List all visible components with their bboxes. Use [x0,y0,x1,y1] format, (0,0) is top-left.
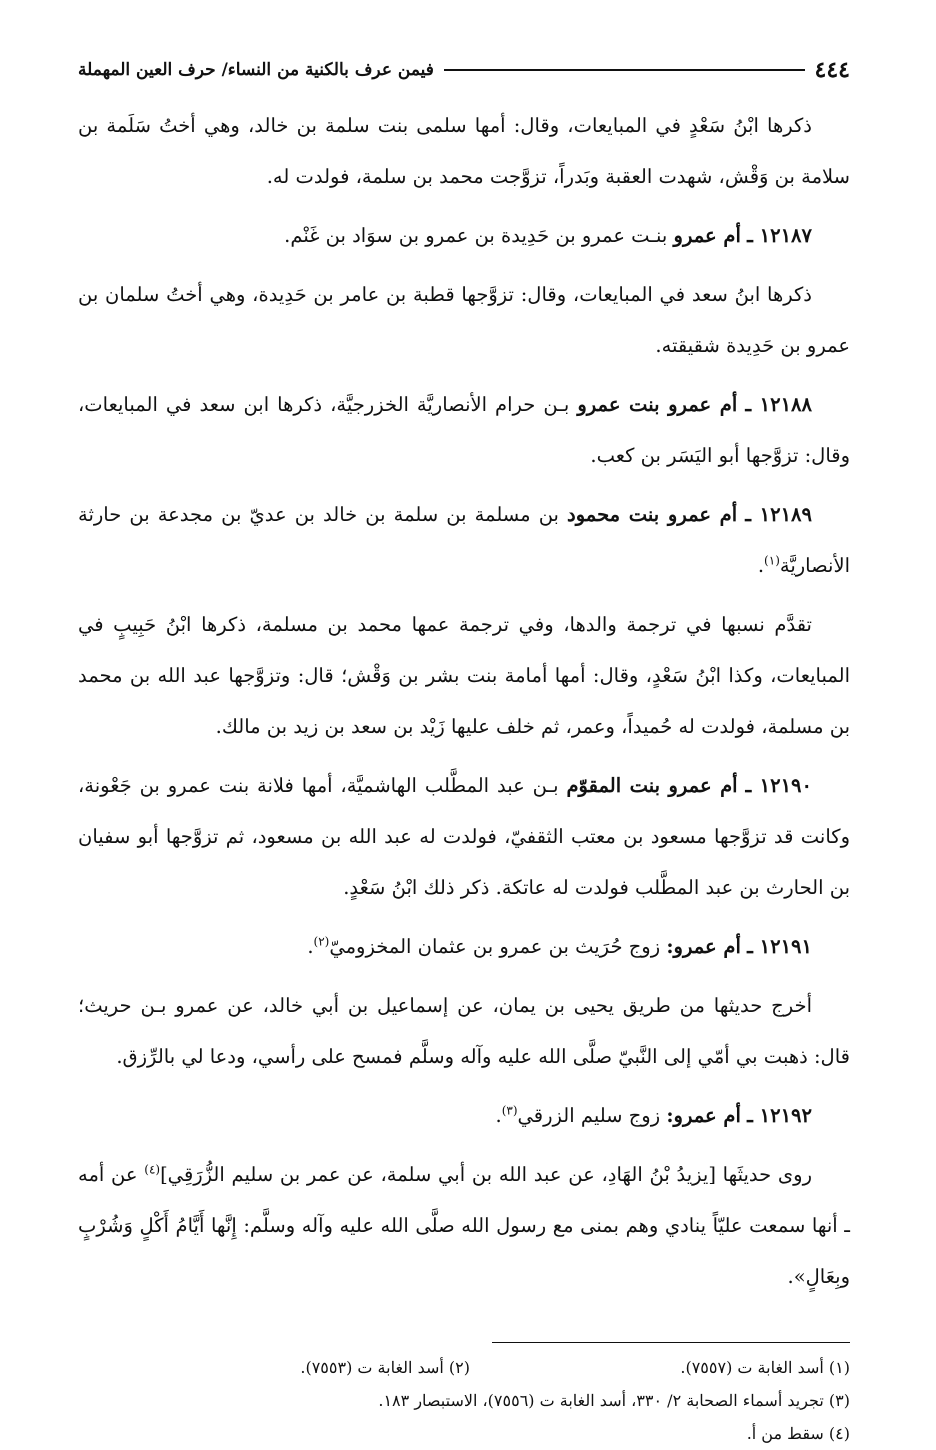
footnote-ref: (٤) [144,1162,161,1177]
page-header [78,50,850,90]
para-text: بنـت عمرو بن حَدِيدة بن عمرو بن سوَاد بن غَنْم. [284,224,668,247]
entry-number: ١٢١٨٧ ـ [747,224,812,247]
page-number: ٤٤٤ [814,57,850,83]
entry-paragraph [78,760,850,913]
entry-name: أم عمرو: [666,1104,741,1127]
para-text: ذكرها ابْنُ سَعْدٍ في المبايعات، وقال: أمها سلمى بنت سلمة بن خالد، وهي أختُ سَلَمة بن سلامة بن وَقْش، شهدت العقبة وبَدراً، تزوَّجت محمد بن سلمة، فولدت له. [78,114,850,188]
entry-name: أم عمرو بنت عمرو [577,393,738,416]
paragraph [78,980,850,1082]
footnote-ref: (٢) [313,934,330,949]
footnote-3: (٣) تجريد أسماء الصحابة ٢/ ٣٣٠، أسد الغابة ت (٧٥٥٦)، الاستبصار ١٨٣. [378,1391,850,1410]
page-body [78,100,850,1302]
para-tail: عن أمه ـ أنها سمعت عليّاً ينادي وهم بمنى مع رسول الله صلَّى الله عليه وآله وسلَّم: إِنَّها أَيَّامُ أَكْلٍ وَشُرْبٍ وبِعَالٍ». [78,1163,850,1288]
entry-paragraph [78,379,850,481]
entry-name: أم عمرو بنت محمود [567,503,738,526]
entry-number: ١٢١٩١ ـ [747,935,812,958]
footnote-row [78,1417,850,1450]
footnote-ref: (١) [764,553,780,568]
footnote-1: (١) أسد الغابة ت (٧٥٥٧). [680,1358,850,1377]
para-text: بن مسلمة بن سلمة بن خالد بن عديّ بن مجدعة بن حارثة الأنصاريَّة [78,503,850,577]
entry-paragraph [78,489,850,591]
entry-number: ١٢١٩٢ ـ [747,1104,812,1127]
para-text: تقدَّم نسبها في ترجمة والدها، وفي ترجمة عمها محمد بن مسلمة، ذكرها ابْنُ حَبِيبٍ في المبايعات، وكذا ابْنُ سَعْدٍ، وقال: أمها أمامة بنت بشر بن وَقْش؛ قال: وتزوَّجها عبد الله بن محمد بن مسلمة، فولدت له حُميداً، وعمر، ثم خلف عليها زَيْد بن سعد بن زيد بن مالك. [78,613,850,738]
footnote-row [78,1384,850,1417]
para-tail: . [307,935,314,958]
paragraph [78,599,850,752]
footnote-row [78,1351,850,1384]
paragraph [78,269,850,371]
page [78,50,850,1450]
para-text: روى حديثَها [يزيدُ بْنُ الهَادِ، عن عبد الله بن أبي سلمة، عن عمر بن سليم الزُّرَقِي] [160,1163,812,1186]
entry-name: أم عمرو بنت المقوّم [566,774,738,797]
footnote-2: (٢) أسد الغابة ت (٧٥٥٣). [300,1358,470,1377]
entry-paragraph [78,1090,850,1141]
header-rule [444,69,805,71]
paragraph [78,1149,850,1302]
entry-name: أم عمرو: [666,935,741,958]
entry-paragraph [78,210,850,261]
entry-number: ١٢١٨٨ ـ [745,393,812,416]
para-text: بـن عبد المطَّلب الهاشميَّة، أمها فلانة بنت عمرو بن جَعْونة، وكانت قد تزوَّجها مسعود بن معتب الثقفيّ، فولدت له عبد الله بن مسعود، ثم تزوَّجها أبو سفيان بن الحارث بن عبد المطَّلب فولدت له عاتكة. ذكر ذلك ابْنُ سَعْدٍ. [78,774,850,899]
paragraph [78,100,850,202]
para-text: أخرج حديثها من طريق يحيى بن يمان، عن إسماعيل بن أبي خالد، عن عمرو بـن حريث؛ قال: ذهبت بي أمّي إلى النَّبيّ صلَّى الله عليه وآله وسلَّم فمسح على رأسي، ودعا لي بالرِّزق. [78,994,850,1068]
footnote-4: (٤) سقط من أ. [746,1424,850,1443]
para-text: زوج حُرَيث بن عمرو بن عثمان المخزوميّ [329,935,661,958]
para-text: زوج سليم الزرقي [517,1104,661,1127]
entry-name: أم عمرو [673,224,741,247]
entry-paragraph [78,921,850,972]
para-tail: . [495,1104,502,1127]
entry-number: ١٢١٩٠ ـ [745,774,813,797]
para-text: بـن حرام الأنصاريَّة الخزرجيَّة، ذكرها ابن سعد في المبايعات، وقال: تزوَّجها أبو اليَسَر بن كعب. [78,393,850,467]
footnotes [78,1351,850,1450]
footnote-separator [492,1342,850,1343]
para-tail: . [757,554,765,577]
running-title: فيمن عرف بالكنية من النساء/ حرف العين المهملة [78,60,434,80]
entry-number: ١٢١٨٩ ـ [745,503,812,526]
para-text: ذكرها ابنُ سعد في المبايعات، وقال: تزوَّجها قطبة بن عامر بن حَدِيدة، وهي أختُ سلمان بن عمرو بن حَدِيدة شقيقته. [78,283,850,357]
footnote-ref: (٣) [501,1103,518,1118]
